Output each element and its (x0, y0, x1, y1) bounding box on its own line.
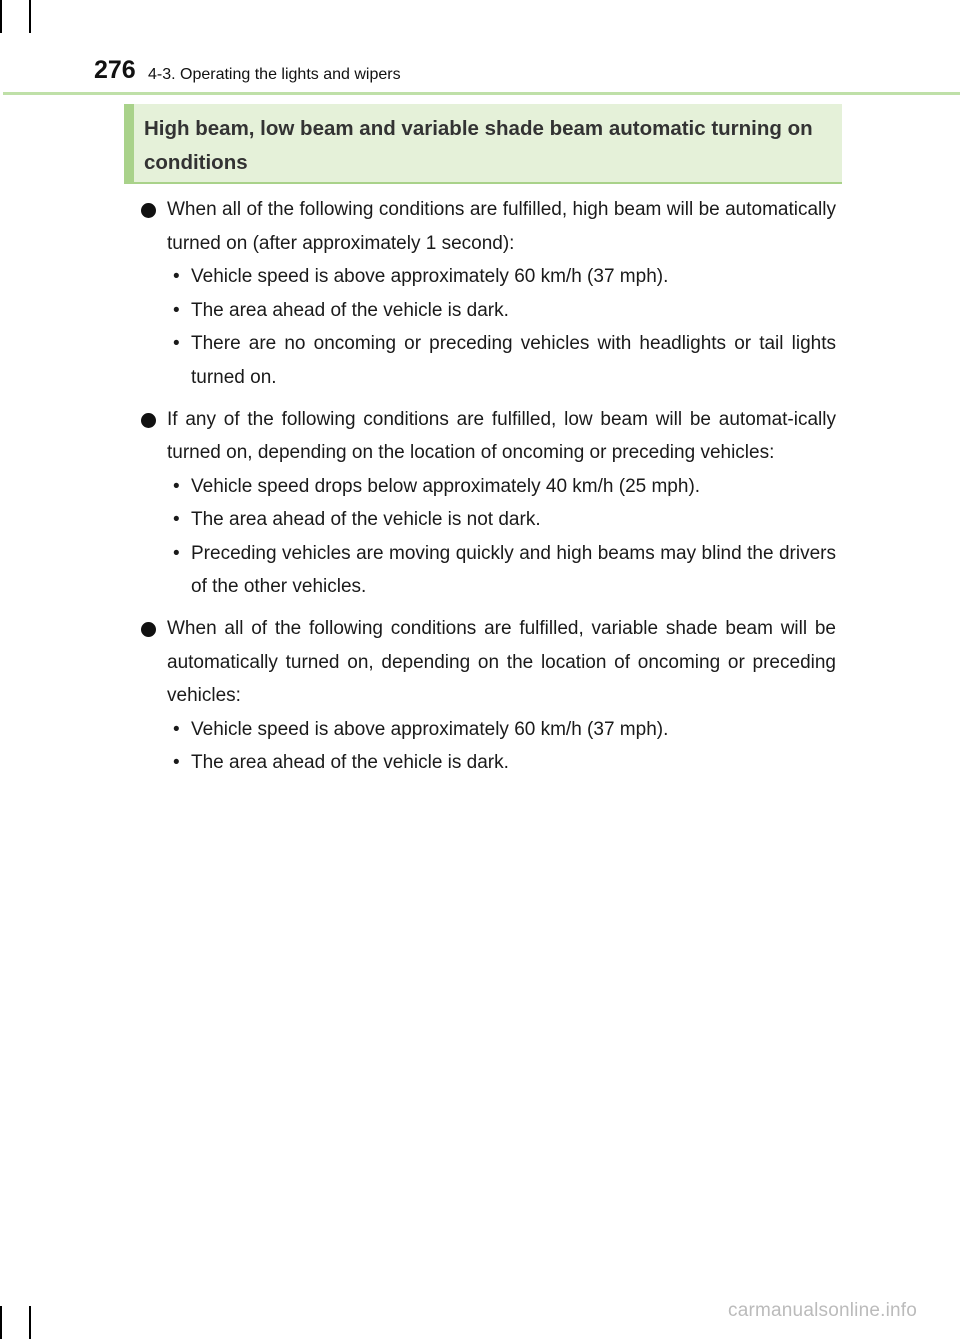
sub-item (167, 713, 836, 747)
list-item-high-beam (138, 193, 836, 394)
subheading-accent-bar (124, 104, 134, 182)
sub-item-text: Vehicle speed drops below approximately 40 km/h (25 mph). (191, 475, 701, 497)
sub-bullet-icon: • (173, 333, 180, 354)
conditions-list (138, 193, 836, 788)
page-number: 276 (94, 56, 136, 84)
item-text: When all of the following conditions are fulfilled, variable shade beam will be automatically turned on, depending on the location of oncoming or preceding vehicles: (167, 618, 836, 706)
sub-item-text: The area ahead of the vehicle is dark. (191, 299, 509, 321)
sub-item-text: Vehicle speed is above approximately 60 km/h (37 mph). (191, 266, 669, 287)
sub-item (167, 470, 836, 504)
sub-bullet-icon: • (173, 752, 180, 773)
crop-mark (29, 1306, 31, 1339)
sub-bullet-icon: • (173, 475, 180, 497)
sub-bullet-icon: • (173, 266, 180, 287)
sub-item-text: The area ahead of the vehicle is dark. (191, 752, 509, 773)
bullet-icon (141, 622, 156, 637)
sub-item-text: The area ahead of the vehicle is not dark. (191, 509, 541, 530)
subheading-title: High beam, low beam and variable shade beam automatic turning on conditions (144, 117, 813, 174)
bullet-icon (141, 413, 156, 428)
list-item-low-beam (138, 403, 836, 604)
sub-item-text: There are no oncoming or preceding vehicles with headlights or tail lights turned on. (191, 333, 836, 388)
sub-item-text: Preceding vehicles are moving quickly and high beams may blind the drivers of the other vehicles. (191, 542, 836, 597)
section-title: 4-3. Operating the lights and wipers (148, 66, 401, 83)
sub-bullet-icon: • (173, 542, 180, 564)
header-rule (3, 92, 960, 95)
crop-mark (0, 0, 2, 33)
sub-item (167, 746, 836, 780)
crop-mark (0, 1306, 2, 1339)
sub-item-text: Vehicle speed is above approximately 60 km/h (37 mph). (191, 718, 669, 740)
watermark-logo: carmanualsonline.info (728, 1300, 918, 1321)
sub-bullet-icon: • (173, 299, 180, 321)
item-text: When all of the following conditions are fulfilled, high beam will be automatically turned on (after approximately 1 second): (167, 199, 836, 254)
sub-item (167, 294, 836, 328)
crop-mark (29, 0, 31, 33)
sub-item (167, 537, 836, 604)
sub-bullet-icon: • (173, 509, 180, 530)
bullet-icon (141, 203, 156, 218)
sub-item (167, 260, 836, 294)
list-item-variable-shade-beam (138, 612, 836, 780)
sub-item (167, 503, 836, 537)
sub-item (167, 327, 836, 394)
item-text: If any of the following conditions are fulfilled, low beam will be automat-ically turned on, depending on the location of oncoming or preceding vehicles: (167, 408, 836, 463)
subheading-box (124, 104, 842, 184)
sub-bullet-icon: • (173, 718, 180, 740)
